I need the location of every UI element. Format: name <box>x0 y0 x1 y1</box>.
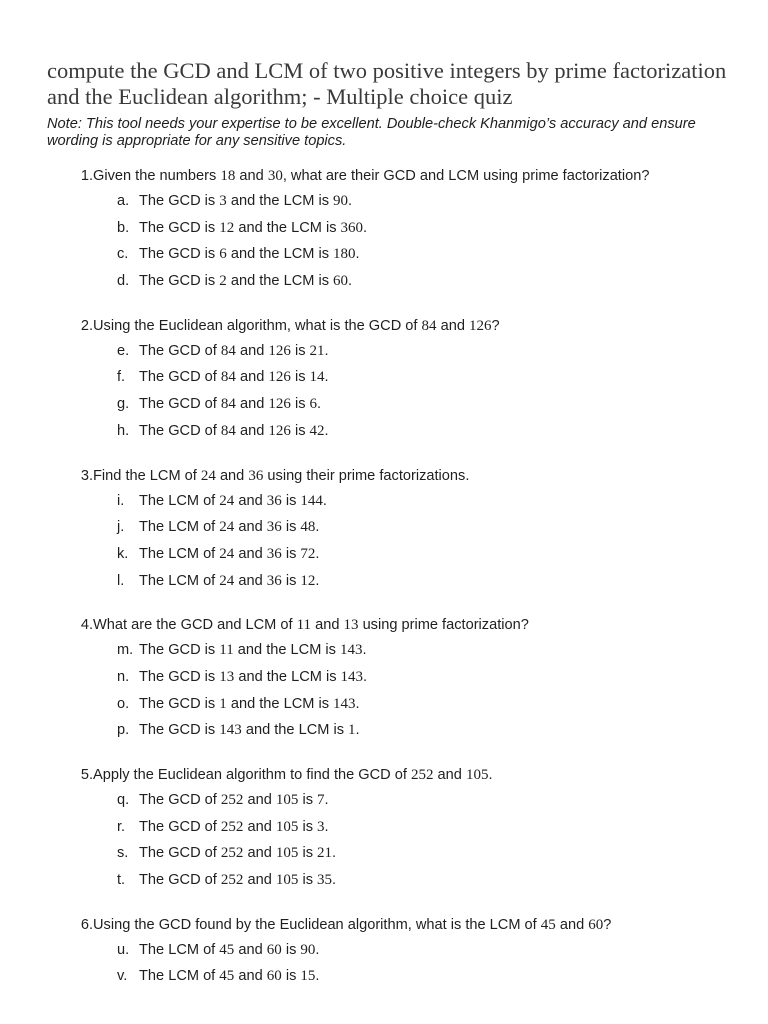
option-letter-label: m. <box>117 642 134 659</box>
option-text: The GCD of 84 and 126 is 14. <box>139 369 329 386</box>
question-item <box>47 168 728 300</box>
answer-option <box>47 573 728 600</box>
question-number-label: 4. <box>80 617 93 634</box>
question-number-label: 1. <box>80 168 93 184</box>
option-text: The GCD of 84 and 126 is 42. <box>139 422 329 439</box>
answer-options <box>47 193 728 300</box>
option-letter-label: o. <box>117 695 130 712</box>
answer-option <box>47 819 728 846</box>
answer-option <box>47 696 728 723</box>
question-item <box>47 318 728 450</box>
answer-option <box>47 722 728 749</box>
question-item <box>47 917 728 995</box>
answer-option <box>47 519 728 546</box>
option-letter <box>47 193 139 220</box>
option-letter <box>47 696 139 723</box>
question-row <box>47 767 728 784</box>
option-text: The GCD of 252 and 105 is 35. <box>139 872 337 889</box>
option-text: The LCM of 24 and 36 is 72. <box>139 545 320 562</box>
option-letter-label: a. <box>117 193 130 209</box>
question-text: What are the GCD and LCM of 11 and 13 using prime factorization? <box>93 617 529 634</box>
option-letter <box>47 942 139 969</box>
option-letter <box>47 246 139 273</box>
option-letter <box>47 968 139 995</box>
option-letter <box>47 519 139 546</box>
question-number <box>47 917 93 934</box>
option-letter-label: h. <box>117 422 130 439</box>
option-text: The GCD is 2 and the LCM is 60. <box>139 273 353 290</box>
answer-option <box>47 968 728 995</box>
option-text: The LCM of 24 and 36 is 12. <box>139 572 320 589</box>
option-letter <box>47 573 139 600</box>
option-letter-label: v. <box>117 968 128 985</box>
option-letter-label: n. <box>117 668 130 685</box>
answer-option <box>47 246 728 273</box>
answer-option <box>47 669 728 696</box>
answer-option <box>47 273 728 300</box>
question-item <box>47 767 728 899</box>
option-text: The GCD of 84 and 126 is 6. <box>139 396 322 413</box>
option-letter-label: d. <box>117 273 130 290</box>
option-letter-label: r. <box>117 818 126 835</box>
answer-options <box>47 493 728 600</box>
option-letter <box>47 396 139 423</box>
question-number <box>47 767 93 784</box>
question-number-label: 2. <box>80 317 93 334</box>
note-text: Note: This tool needs your expertise to be excellent. Double-check Khanmigo’s accuracy and ensure wording is appropriate for any sensitive topics. <box>47 116 696 149</box>
answer-option <box>47 845 728 872</box>
option-letter-label: b. <box>117 219 130 236</box>
option-text: The GCD of 252 and 105 is 3. <box>139 818 329 835</box>
option-letter <box>47 546 139 573</box>
option-letter <box>47 642 139 669</box>
answer-option <box>47 546 728 573</box>
option-text: The GCD of 252 and 105 is 7. <box>139 792 329 808</box>
option-text: The LCM of 45 and 60 is 90. <box>139 941 320 958</box>
option-letter-label: i. <box>117 492 125 509</box>
option-text: The GCD is 6 and the LCM is 180. <box>139 246 360 263</box>
option-letter <box>47 669 139 696</box>
option-text: The GCD is 3 and the LCM is 90. <box>139 193 353 209</box>
option-text: The GCD of 252 and 105 is 21. <box>139 845 337 862</box>
option-letter <box>47 273 139 300</box>
question-item <box>47 468 728 600</box>
option-letter <box>47 819 139 846</box>
page-title: compute the GCD and LCM of two positive integers by prime factorization and the Euclidean algorithm; - Multiple choice quiz <box>47 58 727 109</box>
option-letter <box>47 872 139 899</box>
question-number <box>47 168 93 185</box>
question-number-label: 5. <box>80 767 93 783</box>
question-text: Find the LCM of 24 and 36 using their prime factorizations. <box>93 467 470 484</box>
answer-option <box>47 872 728 899</box>
option-letter-label: q. <box>117 792 130 808</box>
option-letter <box>47 220 139 247</box>
option-letter <box>47 423 139 450</box>
answer-option <box>47 193 728 220</box>
option-text: The LCM of 24 and 36 is 144. <box>139 492 327 509</box>
option-letter <box>47 493 139 520</box>
question-list <box>47 168 728 995</box>
option-text: The GCD of 84 and 126 is 21. <box>139 342 329 359</box>
option-text: The LCM of 45 and 60 is 15. <box>139 968 320 985</box>
answer-option <box>47 396 728 423</box>
option-text: The GCD is 13 and the LCM is 143. <box>139 668 368 685</box>
option-letter <box>47 722 139 749</box>
option-letter-label: j. <box>117 519 125 536</box>
question-row <box>47 917 728 934</box>
option-letter-label: p. <box>117 722 130 739</box>
option-letter <box>47 792 139 819</box>
question-number-label: 6. <box>80 916 93 933</box>
question-text: Using the GCD found by the Euclidean algorithm, what is the LCM of 45 and 60? <box>93 916 612 933</box>
answer-options <box>47 792 728 899</box>
option-letter-label: u. <box>117 941 130 958</box>
answer-option <box>47 220 728 247</box>
option-letter-label: t. <box>117 872 126 889</box>
option-letter-label: e. <box>117 342 130 359</box>
option-letter-label: l. <box>117 572 125 589</box>
option-letter <box>47 343 139 370</box>
question-row <box>47 318 728 335</box>
answer-option <box>47 942 728 969</box>
question-number <box>47 617 93 634</box>
option-letter-label: k. <box>117 545 129 562</box>
question-row <box>47 168 728 185</box>
option-text: The GCD is 11 and the LCM is 143. <box>139 642 367 659</box>
answer-options <box>47 343 728 450</box>
option-text: The GCD is 143 and the LCM is 1. <box>139 722 360 739</box>
answer-option <box>47 642 728 669</box>
answer-options <box>47 642 728 749</box>
option-text: The GCD is 1 and the LCM is 143. <box>139 695 360 712</box>
option-letter-label: f. <box>117 369 126 386</box>
answer-option <box>47 423 728 450</box>
question-number <box>47 468 93 485</box>
question-row <box>47 617 728 634</box>
answer-options <box>47 942 728 995</box>
question-number-label: 3. <box>80 467 93 484</box>
answer-option <box>47 369 728 396</box>
question-text: Apply the Euclidean algorithm to find the GCD of 252 and 105. <box>93 767 493 783</box>
question-text: Given the numbers 18 and 30, what are their GCD and LCM using prime factorization? <box>93 168 650 184</box>
question-row <box>47 468 728 485</box>
question-item <box>47 617 728 749</box>
question-number <box>47 318 93 335</box>
option-letter-label: s. <box>117 845 129 862</box>
option-letter-label: c. <box>117 246 129 263</box>
question-text: Using the Euclidean algorithm, what is the GCD of 84 and 126? <box>93 317 500 334</box>
option-letter-label: g. <box>117 396 130 413</box>
option-letter <box>47 845 139 872</box>
option-letter <box>47 369 139 396</box>
answer-option <box>47 792 728 819</box>
answer-option <box>47 343 728 370</box>
option-text: The LCM of 24 and 36 is 48. <box>139 519 320 536</box>
answer-option <box>47 493 728 520</box>
option-text: The GCD is 12 and the LCM is 360. <box>139 219 368 236</box>
